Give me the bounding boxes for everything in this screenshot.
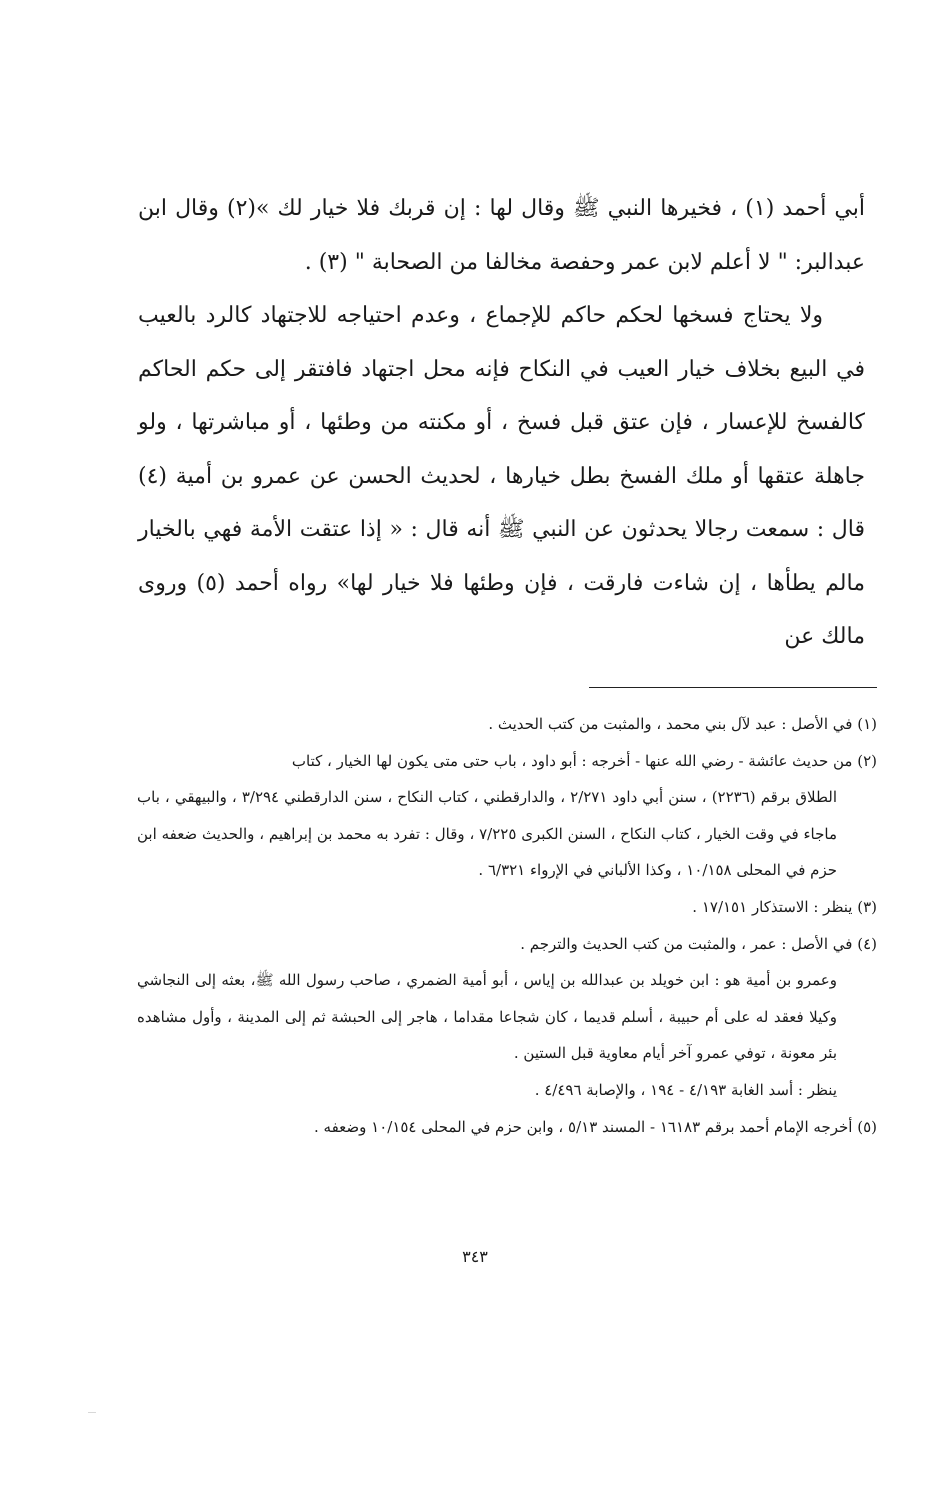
scan-mark xyxy=(88,1412,96,1413)
main-text xyxy=(138,182,865,664)
paragraph-2: ولا يحتاج فسخها لحكم حاكم للإجماع ، وعدم احتياجه للاجتهاد كالرد بالعيب في البيع بخلاف خيار العيب في النكاح فإنه محل اجتهاد فافتقر إلى حكم الحاكم كالفسخ للإعسار ، فإن عتق قبل فسخ ، أو مكنته من وطئها ، أو مباشرتها ، ولو جاهلة عتقها أو ملك الفسخ بطل خيارها ، لحديث الحسن عن عمرو بن أمية (٤) قال : سمعت رجالا يحدثون عن النبي ﷺ أنه قال : « إذا عتقت الأمة فهي بالخيار مالم يطأها ، إن شاءت فارقت ، فإن وطئها فلا خيار لها» رواه أحمد (٥) وروى مالك عن xyxy=(138,303,865,649)
footnote-2-lead: (٢) من حديث عائشة - رضي الله عنها - أخرجه : أبو داود ، باب حتى متى يكون لها الخيار ، كتاب xyxy=(291,751,877,770)
footnote-separator xyxy=(589,687,877,688)
footnote-2 xyxy=(137,743,877,889)
footnote-5: (٥) أخرجه الإمام أحمد برقم ١٦١٨٣ - المسند ٥/١٣ ، وابن حزم في المحلى ١٠/١٥٤ وضعفه . xyxy=(314,1117,877,1136)
footnote-4-biography: وعمرو بن أمية هو : ابن خويلد بن عبدالله بن إياس ، أبو أمية الضمري ، صاحب رسول الله ﷺ، بعثه إلى النجاشي وكيلا فعقد له على أم حبيبة ، أسلم قديما ، كان شجاعا مقداما ، هاجر إلى الحبشة ثم إلى المدينة ، وأول مشاهده بئر معونة ، توفي عمرو آخر أيام معاوية قبل الستين . xyxy=(137,971,837,1063)
footnote-4-reference: ينظر : أسد الغابة ٤/١٩٣ - ١٩٤ ، والإصابة ٤/٤٩٦ . xyxy=(534,1080,837,1099)
footnotes xyxy=(137,706,877,1145)
footnote-1: (١) في الأصل : عبد لآل بني محمد ، والمثبت من كتب الحديث . xyxy=(488,715,877,733)
footnote-4: (٤) في الأصل : عمر ، والمثبت من كتب الحديث والترجم . xyxy=(520,934,877,953)
page-number: ٣٤٣ xyxy=(462,1247,488,1266)
paragraph-1: أبي أحمد (١) ، فخيرها النبي ﷺ وقال لها : إن قربك فلا خيار لك »(٢) وقال ابن عبدالبر: " لا أعلم لابن عمر وحفصة مخالفا من الصحابة " (٣) . xyxy=(138,196,865,275)
footnote-3: (٣) ينظر : الاستذكار ١٧/١٥١ . xyxy=(692,897,877,916)
footnote-2-continuation: الطلاق برقم (٢٢٣٦) ، سنن أبي داود ٢/٢٧١ ، والدارقطني ، كتاب النكاح ، سنن الدارقطني ٣/٢٩٤ ، والبيهقي ، باب ماجاء في وقت الخيار ، كتاب النكاح ، السنن الكبرى ٧/٢٢٥ ، وقال : تفرد به محمد بن إبراهيم ، والحديث ضعفه ابن حزم في المحلى ١٠/١٥٨ ، وكذا الألباني في الإرواء ٦/٣٢١ . xyxy=(137,788,838,880)
